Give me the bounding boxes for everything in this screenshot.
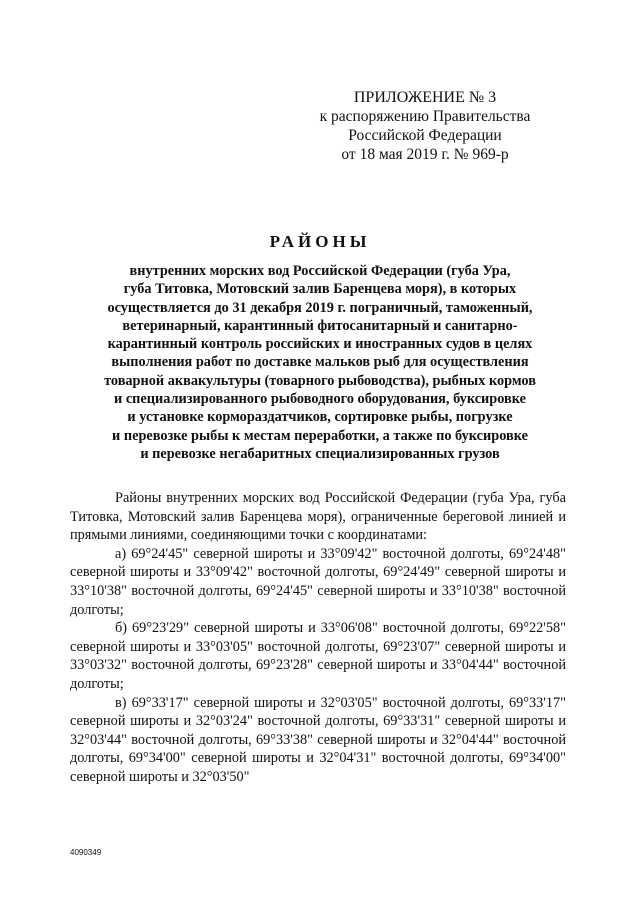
subtitle-line: и перевозке рыбы к местам переработки, а также по буксировке [112, 427, 528, 444]
subtitle-line: товарной аквакультуры (товарного рыбоводства), рыбных кормов [104, 372, 536, 389]
subtitle-line: и специализированного рыбоводного оборудования, буксировке [114, 391, 526, 408]
document-code: 4090349 [70, 848, 102, 857]
appendix-authority: Российской Федерации [348, 127, 502, 144]
subtitle-line: и перевозке негабаритных специализированных грузов [140, 445, 500, 462]
subtitle-line: выполнения работ по доставке мальков рыб для осуществления [111, 354, 529, 371]
appendix-date: от 18 мая 2019 г. № 969-р [341, 146, 509, 163]
intro-paragraph: Районы внутренних морских вод Российской Федерации (губа Ура, губа Титовка, Мотовский залив Баренцева моря), ограниченные береговой линией и прямыми линиями, соединяющими точки с координатами: [70, 490, 566, 544]
coordinates-item-v: в) 69°33'17" северной широты и 32°03'05" восточной долготы, 69°33'17" северной широты и 32°03'24" восточной долготы, 69°33'31" северной широты и 32°03'44" восточной долготы, 69°33'38" северной широты и 32°04'44" восточной долготы, 69°34'00" северной широты и 32°04'31" восточной долготы, 69°34'00" северной широты и 32°03'50" [70, 694, 566, 785]
subtitle-line: ветеринарный, карантинный фитосанитарный и санитарно- [122, 317, 518, 334]
appendix-reference: к распоряжению Правительства [319, 108, 531, 125]
coordinates-item-a: а) 69°24'45" северной широты и 33°09'42" восточной долготы, 69°24'48" северной широты и 33°09'42" восточной долготы, 69°24'49" северной широты и 33°10'38" восточной долготы, 69°24'45" северной широты и 33°10'38" восточной долготы; [70, 545, 566, 618]
appendix-header [305, 88, 545, 164]
subtitle-line: внутренних морских вод Российской Федерации (губа Ура, [129, 263, 511, 279]
appendix-number: ПРИЛОЖЕНИЕ № 3 [353, 89, 497, 106]
document-title: РАЙОНЫ [269, 232, 371, 251]
subtitle-line: осуществляется до 31 декабря 2019 г. пограничный, таможенный, [107, 299, 533, 316]
document-subtitle [92, 262, 548, 463]
subtitle-line: губа Титовка, Мотовский залив Баренцева моря), в которых [123, 281, 517, 298]
subtitle-line: карантинный контроль российских и иностранных судов в целях [107, 336, 533, 353]
subtitle-line: и установке кормораздатчиков, сортировке рыбы, погрузке [127, 409, 513, 426]
coordinates-item-b: б) 69°23'29" северной широты и 33°06'08" восточной долготы, 69°22'58" северной широты и 33°03'05" восточной долготы, 69°23'07" северной широты и 33°03'32" восточной долготы, 69°23'28" северной широты и 33°04'44" восточной долготы; [70, 620, 566, 692]
document-body [70, 489, 566, 787]
